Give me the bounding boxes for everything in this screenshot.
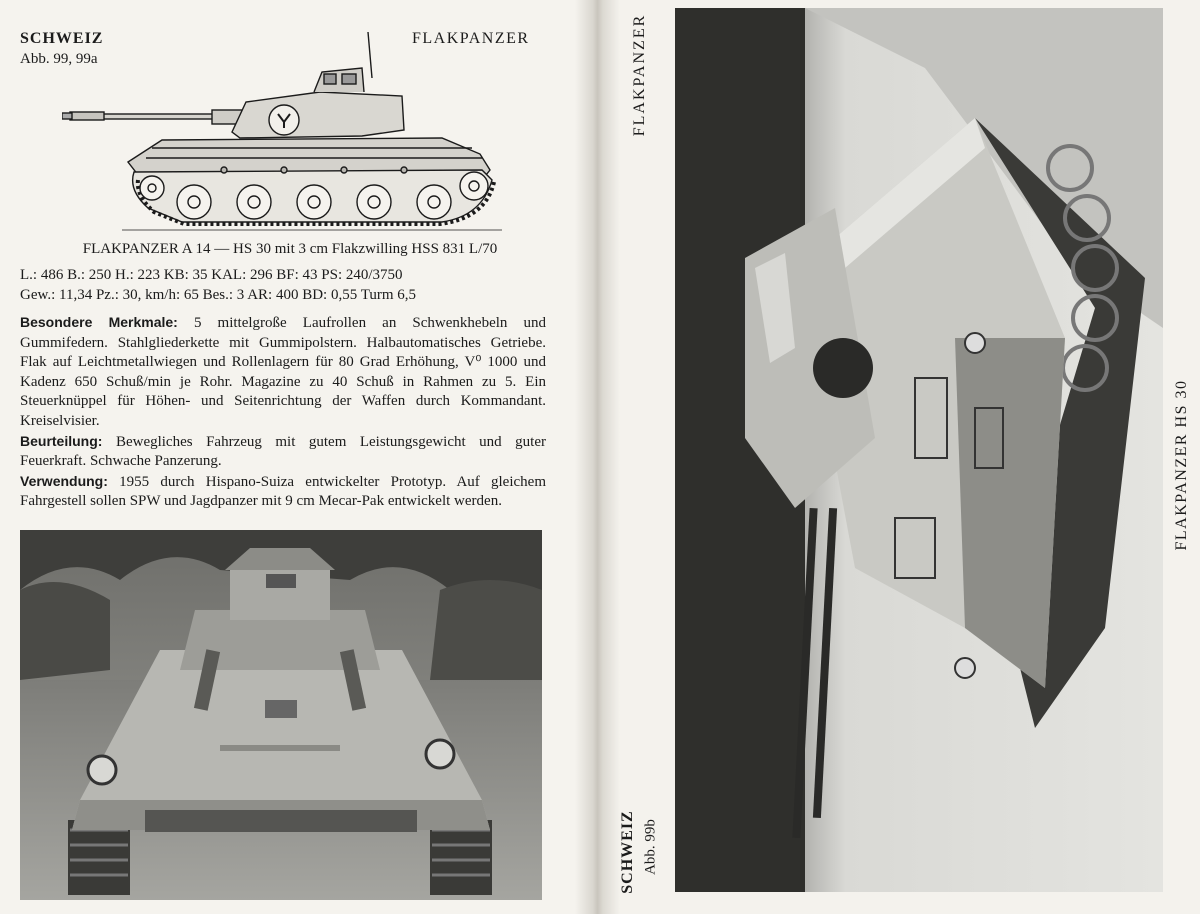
section-label: Verwendung: — [20, 472, 108, 489]
vertical-photo-title: FLAKPANZER HS 30 — [1173, 379, 1190, 551]
section-text: 5 mittelgroße Laufrollen an Schwenkhebeln und Gummifedern. Stahlgliederkette mit Gummipolstern. Halbautomatisches Getriebe. Flak auf Leichtmetallwiegen und Rollenlagern für 80 Grad Erhöhung, V⁰ 1000 und Kadenz 650 Schuß/min je Rohr. Magazine zu 40 Schuß in Rahmen zu 5. Ein Steuerknüppel für Höhen- und Seitenrichtung der Waffen durch Kommandant. Kreiselvisier. — [20, 315, 546, 429]
section-usage — [20, 472, 546, 512]
section-text: 1955 durch Hispano-Suiza entwickelter Prototyp. Auf gleichem Fahrgestell sollen SPW und Jagdpanzer mit 9 cm Mecar-Pak entwickelt werden. — [20, 473, 546, 510]
drawing-caption: FLAKPANZER A 14 — HS 30 mit 3 cm Flakzwilling HSS 831 L/70 — [82, 241, 498, 257]
tank-front-photo — [20, 530, 542, 900]
section-text: Bewegliches Fahrzeug mit gutem Leistungsgewicht und guter Feuerkraft. Schwache Panzerung. — [20, 433, 546, 470]
spec-block — [20, 265, 560, 305]
country-heading: SCHWEIZ — [20, 30, 104, 47]
section-assessment — [20, 432, 546, 472]
section-label: Besondere Merkmale: — [20, 314, 178, 330]
vertical-figure-reference: Abb. 99b — [642, 819, 659, 875]
left-page — [0, 0, 580, 914]
section-label: Beurteilung: — [20, 432, 103, 449]
spec-line: Gew.: 11,34 Pz.: 30, km/h: 65 Bes.: 3 AR: 400 BD: 0,55 Turm 6,5 — [20, 287, 417, 303]
description — [20, 313, 546, 512]
spec-line: L.: 486 B.: 250 H.: 223 KB: 35 KAL: 296 BF: 43 PS: 240/3750 — [20, 267, 403, 283]
tank-side-drawing — [62, 30, 510, 235]
figure-reference: Abb. 99, 99a — [20, 51, 98, 67]
tank-side-photo — [675, 8, 1163, 892]
vertical-country: SCHWEIZ — [619, 810, 636, 894]
category-heading: FLAKPANZER — [412, 30, 530, 47]
section-features — [20, 313, 546, 432]
book-gutter — [575, 0, 620, 914]
vertical-category: FLAKPANZER — [631, 13, 648, 137]
